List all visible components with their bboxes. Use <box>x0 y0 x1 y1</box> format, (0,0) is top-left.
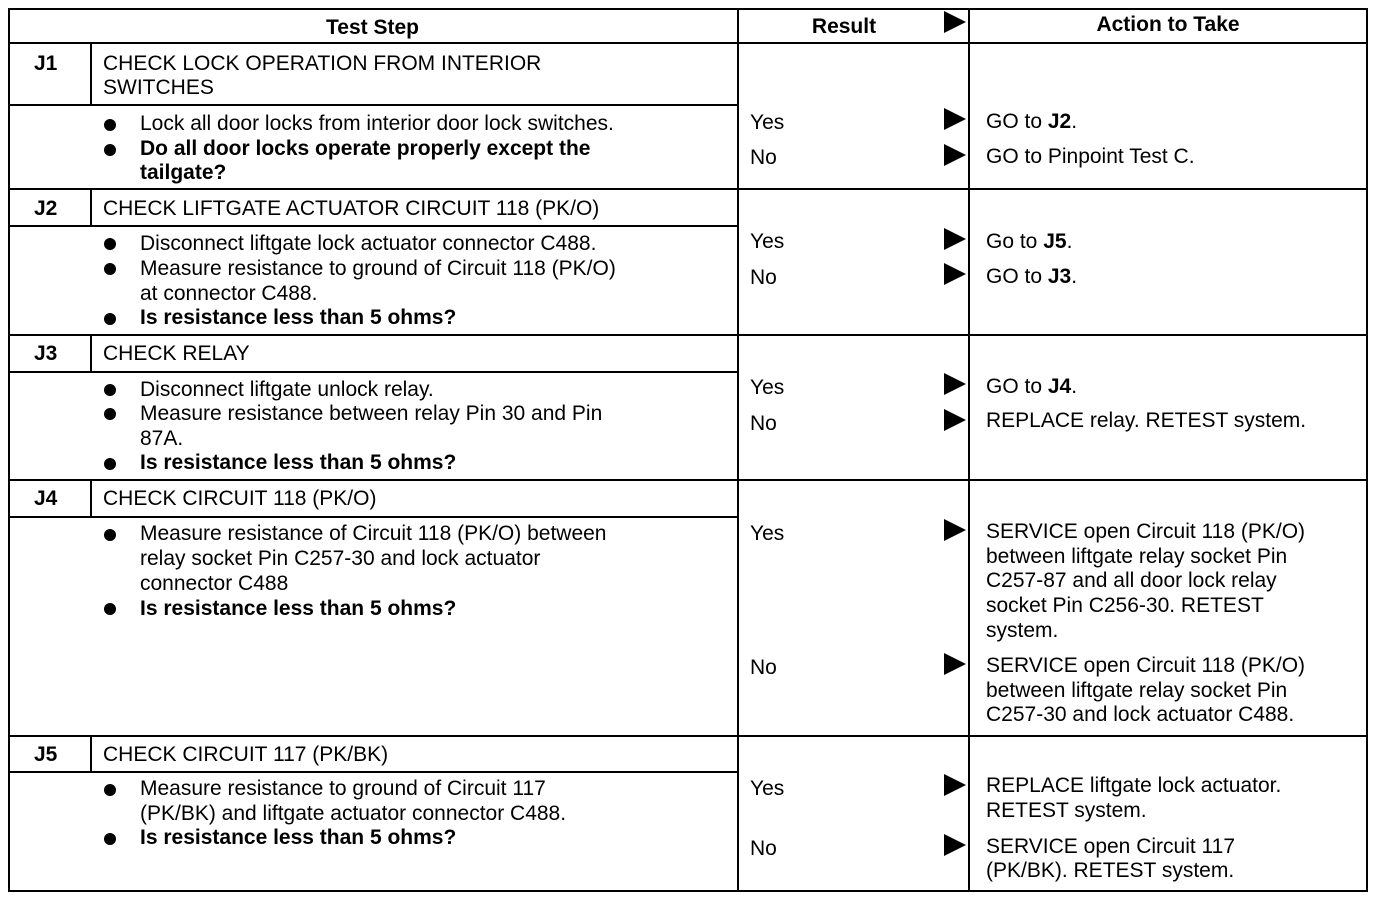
bullet-icon <box>104 119 116 131</box>
bullet-icon <box>104 458 116 470</box>
header-test-step: Test Step <box>326 16 419 39</box>
title-separator <box>8 516 737 518</box>
arrow-icon <box>944 653 966 675</box>
bullet-icon <box>104 529 116 541</box>
result-label: Yes <box>750 230 785 253</box>
id-divider <box>90 481 92 517</box>
arrow-icon <box>944 373 966 395</box>
result-label: Yes <box>750 376 785 399</box>
action-text: SERVICE open Circuit 117 <box>986 835 1236 858</box>
action-text: GO to J2. <box>986 110 1078 133</box>
step-title: CHECK RELAY <box>103 342 250 365</box>
arrow-icon <box>944 263 966 285</box>
arrow-icon <box>944 144 966 166</box>
step-title: SWITCHES <box>103 76 214 99</box>
header-action: Action to Take <box>1096 13 1240 36</box>
border-left <box>8 8 10 892</box>
action-text: system. <box>986 619 1059 642</box>
action-text: between liftgate relay socket Pin <box>986 545 1288 568</box>
row-separator <box>8 735 1368 737</box>
title-separator <box>8 771 737 773</box>
action-text: SERVICE open Circuit 118 (PK/O) <box>986 654 1306 677</box>
border-top <box>8 8 1368 10</box>
step-id: J4 <box>34 487 58 510</box>
bullet-icon <box>104 833 116 845</box>
result-label: No <box>750 412 777 435</box>
id-separator <box>8 104 90 106</box>
action-text: socket Pin C256-30. RETEST <box>986 594 1264 617</box>
action-text: GO to J3. <box>986 265 1078 288</box>
border-right <box>1366 8 1368 892</box>
result-label: No <box>750 146 777 169</box>
bullet-text: relay socket Pin C257-30 and lock actuator <box>140 547 541 570</box>
id-divider <box>90 336 92 372</box>
bullet-icon <box>104 603 116 615</box>
result-label: No <box>750 656 777 679</box>
border-bottom <box>8 890 1368 892</box>
bullet-icon <box>104 313 116 325</box>
action-text: between liftgate relay socket Pin <box>986 679 1288 702</box>
action-text: GO to Pinpoint Test C. <box>986 145 1195 168</box>
action-text: C257-30 and lock actuator C488. <box>986 703 1295 726</box>
bullet-text: Measure resistance to ground of Circuit 117 <box>140 777 546 800</box>
title-separator <box>8 225 737 227</box>
divider-step-result <box>737 8 739 892</box>
step-title: CHECK LOCK OPERATION FROM INTERIOR <box>103 52 542 75</box>
action-text: (PK/BK). RETEST system. <box>986 859 1235 882</box>
action-text: C257-87 and all door lock relay <box>986 569 1277 592</box>
bullet-text: 87A. <box>140 427 184 450</box>
step-id: J5 <box>34 743 58 766</box>
arrow-icon <box>944 774 966 796</box>
bullet-text: Measure resistance between relay Pin 30 and Pin <box>140 402 603 425</box>
bullet-icon <box>104 384 116 396</box>
header-separator <box>8 42 1368 44</box>
bullet-text: (PK/BK) and liftgate actuator connector C488. <box>140 802 567 825</box>
title-separator <box>90 104 737 106</box>
bullet-text: Lock all door locks from interior door lock switches. <box>140 112 614 135</box>
result-label: Yes <box>750 777 785 800</box>
step-title: CHECK CIRCUIT 118 (PK/O) <box>103 487 377 510</box>
result-label: No <box>750 266 777 289</box>
bullet-text: Is resistance less than 5 ohms? <box>140 451 457 474</box>
row-separator <box>8 334 1368 336</box>
action-text: Go to J5. <box>986 230 1073 253</box>
arrow-icon <box>944 108 966 130</box>
bullet-text: Measure resistance to ground of Circuit 118 (PK/O) <box>140 257 616 280</box>
result-label: Yes <box>750 111 785 134</box>
result-label: Yes <box>750 522 785 545</box>
id-divider <box>90 44 92 106</box>
step-id: J2 <box>34 197 58 220</box>
id-divider <box>90 737 92 773</box>
bullet-text: tailgate? <box>140 161 227 184</box>
bullet-text: Is resistance less than 5 ohms? <box>140 306 457 329</box>
bullet-icon <box>104 263 116 275</box>
bullet-text: connector C488 <box>140 572 289 595</box>
action-text: REPLACE relay. RETEST system. <box>986 409 1307 432</box>
step-title: CHECK CIRCUIT 117 (PK/BK) <box>103 743 389 766</box>
row-separator <box>8 479 1368 481</box>
result-label: No <box>750 837 777 860</box>
bullet-icon <box>104 144 116 156</box>
arrow-icon <box>944 519 966 541</box>
step-title: CHECK LIFTGATE ACTUATOR CIRCUIT 118 (PK/O) <box>103 197 600 220</box>
bullet-text: Do all door locks operate properly except the <box>140 137 591 160</box>
bullet-icon <box>104 784 116 796</box>
header-result: Result <box>811 15 877 38</box>
divider-result-action <box>968 8 970 892</box>
action-text: GO to J4. <box>986 375 1078 398</box>
bullet-text: Is resistance less than 5 ohms? <box>140 597 457 620</box>
bullet-text: Disconnect liftgate lock actuator connector C488. <box>140 232 597 255</box>
action-text: REPLACE liftgate lock actuator. <box>986 774 1282 797</box>
id-divider <box>90 190 92 226</box>
action-text: SERVICE open Circuit 118 (PK/O) <box>986 520 1306 543</box>
bullet-icon <box>104 408 116 420</box>
bullet-text: Disconnect liftgate unlock relay. <box>140 378 434 401</box>
bullet-icon <box>104 238 116 250</box>
bullet-text: Measure resistance of Circuit 118 (PK/O) between <box>140 522 607 545</box>
bullet-text: Is resistance less than 5 ohms? <box>140 826 457 849</box>
arrow-icon <box>944 409 966 431</box>
header-arrow-icon <box>944 11 966 33</box>
row-separator <box>8 188 1368 190</box>
step-id: J3 <box>34 342 58 365</box>
arrow-icon <box>944 228 966 250</box>
arrow-icon <box>944 834 966 856</box>
bullet-text: at connector C488. <box>140 282 318 305</box>
title-separator <box>8 371 737 373</box>
step-id: J1 <box>34 52 58 75</box>
action-text: RETEST system. <box>986 799 1147 822</box>
